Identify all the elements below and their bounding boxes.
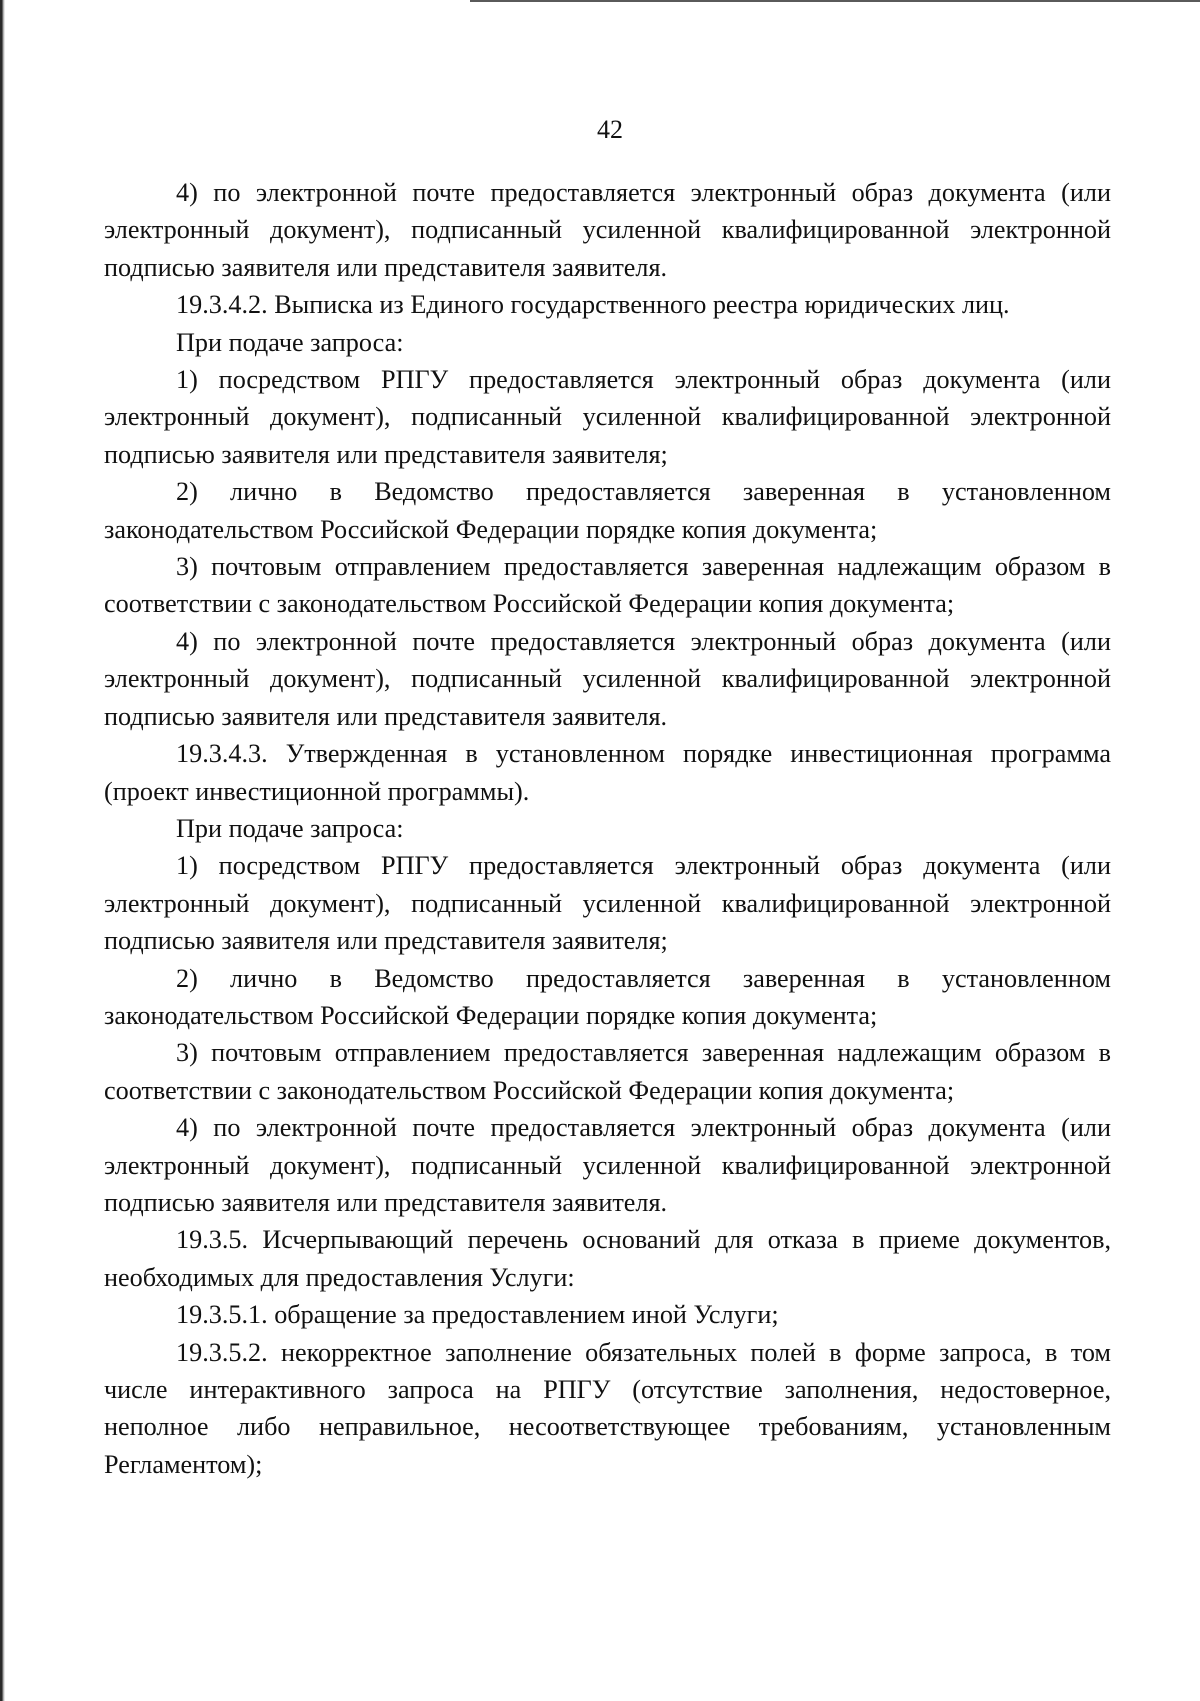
paragraph-section-19-3-5: 19.3.5. Исчерпывающий перечень оснований для отказа в приеме документов, необходимых для предоставления Услуги: [104,1225,1111,1292]
paragraph-section-19-3-4-3: 19.3.4.3. Утвержденная в установленном порядке инвестиционная программа (проект инвестиционной программы). [104,739,1111,806]
paragraph-item-3-postal: 3) почтовым отправлением предоставляется заверенная надлежащим образом в соответствии с законодательством Российской Федерации копия документа; [104,552,1111,619]
document-body [104,174,1111,1483]
page-number: 42 [597,115,623,144]
paragraph-item-4-email: 4) по электронной почте предоставляется электронный образ документа (или электронный документ), подписанный усиленной квалифицированной электронной подписью заявителя или представителя заявителя. [104,1113,1111,1217]
paragraph-section-19-3-4-2: 19.3.4.2. Выписка из Единого государственного реестра юридических лиц. [176,290,1010,320]
paragraph-item-2-in-person: 2) лично в Ведомство предоставляется заверенная в установленном законодательством Российской Федерации порядке копия документа; [104,963,1111,1030]
paragraph-section-19-3-5-2: 19.3.5.2. некорректное заполнение обязательных полей в форме запроса, в том числе интерактивного запроса на РПГУ (отсутствие заполнения, недостоверное, неполное либо неправильное, несоответствующее требованиям, установленным Регламентом); [104,1337,1111,1479]
paragraph-item-4-email: 4) по электронной почте предоставляется электронный образ документа (или электронный документ), подписанный усиленной квалифицированной электронной подписью заявителя или представителя заявителя. [104,178,1111,282]
paragraph-item-4-email: 4) по электронной почте предоставляется электронный образ документа (или электронный документ), подписанный усиленной квалифицированной электронной подписью заявителя или представителя заявителя. [104,626,1111,731]
paragraph-item-1-rpgu: 1) посредством РПГУ предоставляется электронный образ документа (или электронный документ), подписанный усиленной квалифицированной электронной подписью заявителя или представителя заявителя; [104,851,1111,956]
paragraph-item-1-rpgu: 1) посредством РПГУ предоставляется электронный образ документа (или электронный документ), подписанный усиленной квалифицированной электронной подписью заявителя или представителя заявителя; [104,365,1111,469]
paragraph-item-3-postal: 3) почтовым отправлением предоставляется заверенная надлежащим образом в соответствии с законодательством Российской Федерации копия документа; [104,1038,1111,1105]
paragraph-section-19-3-5-1: 19.3.5.1. обращение за предоставлением иной Услуги; [176,1300,779,1330]
paragraph-item-2-in-person: 2) лично в Ведомство предоставляется заверенная в установленном законодательством Российской Федерации порядке копия документа; [104,477,1111,544]
paragraph-submission-intro: При подаче запроса: [176,327,404,357]
scan-edge-top [470,0,1200,2]
scan-edge-left [0,0,5,1701]
paragraph-submission-intro: При подаче запроса: [176,813,404,843]
